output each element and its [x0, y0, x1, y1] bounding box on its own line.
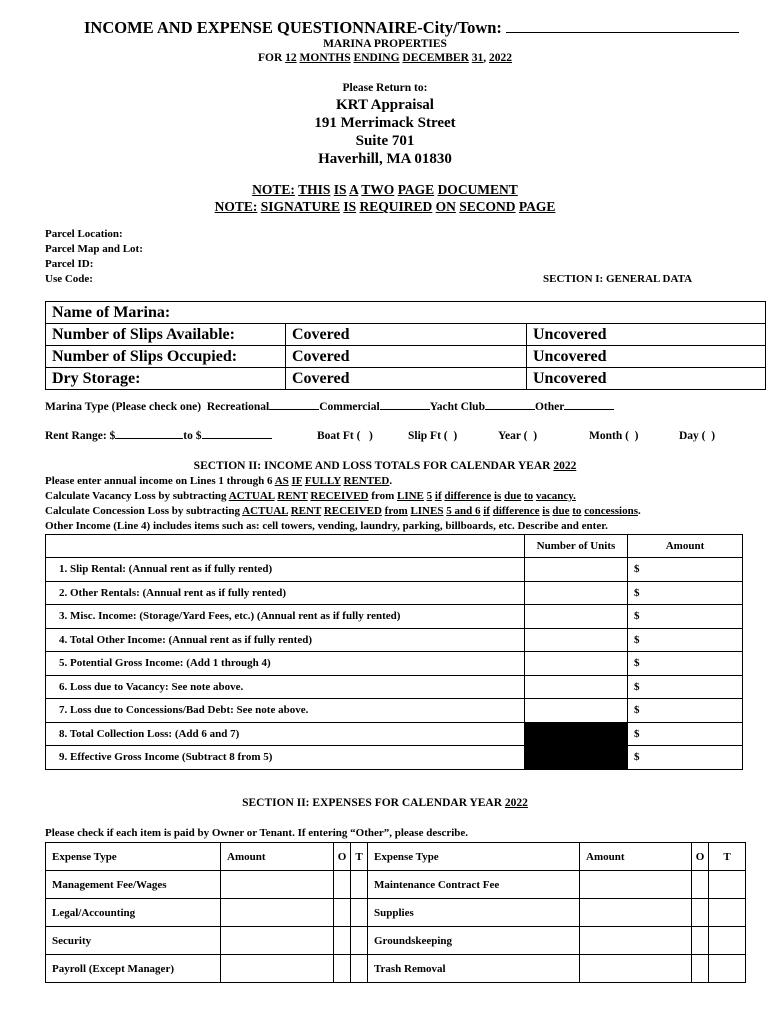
owner-check[interactable]: [334, 927, 351, 955]
form-title: [84, 18, 739, 38]
col-tenant: T: [709, 843, 746, 871]
marina-type-line: Marina Type (Please check one) Recreational Commercial Yacht Club Other: [45, 401, 614, 413]
rent-day[interactable]: Day ( ): [679, 430, 716, 442]
income-row: 1. Slip Rental: (Annual rent as if fully rented) $: [46, 558, 743, 582]
recreational-check[interactable]: [269, 409, 319, 410]
covered-field[interactable]: Covered: [286, 368, 527, 390]
amount-field[interactable]: $: [628, 699, 743, 723]
income-row: 7. Loss due to Concessions/Bad Debt: See note above. $: [46, 699, 743, 723]
owner-check[interactable]: [334, 955, 351, 983]
return-label: Please Return to:: [342, 82, 428, 94]
income-row: 2. Other Rentals: (Annual rent as if fully rented) $: [46, 581, 743, 605]
owner-check[interactable]: [692, 927, 709, 955]
section-1-title: SECTION I: GENERAL DATA: [543, 273, 693, 285]
units-field[interactable]: [525, 558, 628, 582]
amount-field[interactable]: $: [628, 746, 743, 770]
company-name: KRT Appraisal: [336, 97, 434, 113]
income-table: [45, 534, 743, 770]
income-row: 8. Total Collection Loss: (Add 6 and 7) $: [46, 722, 743, 746]
col-owner: O: [334, 843, 351, 871]
blocked-cell: [525, 722, 628, 746]
col-expense-type: Expense Type: [368, 843, 580, 871]
income-row: 4. Total Other Income: (Annual rent as if fully rented) $: [46, 628, 743, 652]
blocked-cell: [525, 746, 628, 770]
owner-check[interactable]: [692, 871, 709, 899]
instruction-line-1: Please enter annual income on Lines 1 through 6 AS IF FULLY RENTED.: [45, 475, 393, 487]
amount-field[interactable]: $: [628, 722, 743, 746]
instruction-line-3: Calculate Concession Loss by subtracting ACTUAL RENT RECEIVED from LINES 5 and 6 if difference is due to concessions.: [45, 505, 641, 517]
slips-available-row: Number of Slips Available: Covered Uncovered: [46, 324, 766, 346]
units-field[interactable]: [525, 605, 628, 629]
period-line: FOR 12 MONTHS ENDING DECEMBER 31, 2022: [258, 52, 512, 64]
amount-field[interactable]: [221, 899, 334, 927]
tenant-check[interactable]: [709, 927, 746, 955]
street-address: 191 Merrimack Street: [314, 115, 456, 131]
section-2-title: SECTION II: INCOME AND LOSS TOTALS FOR CALENDAR YEAR 2022: [193, 460, 577, 472]
covered-field[interactable]: Covered: [286, 324, 527, 346]
parcel-map-lot-label: Parcel Map and Lot:: [45, 243, 143, 255]
amount-field[interactable]: $: [628, 652, 743, 676]
dry-storage-row: Dry Storage: Covered Uncovered: [46, 368, 766, 390]
units-field[interactable]: [525, 652, 628, 676]
city-town-field[interactable]: [506, 32, 739, 33]
col-owner: O: [692, 843, 709, 871]
expense-row: Legal/Accounting Supplies: [46, 899, 746, 927]
amount-field[interactable]: [221, 871, 334, 899]
tenant-check[interactable]: [709, 899, 746, 927]
col-expense-type: Expense Type: [46, 843, 221, 871]
rent-slip-ft[interactable]: Slip Ft ( ): [408, 430, 458, 442]
tenant-check[interactable]: [709, 871, 746, 899]
amount-field[interactable]: [580, 927, 692, 955]
parcel-location-label: Parcel Location:: [45, 228, 123, 240]
rent-min-field[interactable]: [115, 438, 183, 439]
amount-field[interactable]: $: [628, 581, 743, 605]
units-field[interactable]: [525, 675, 628, 699]
col-amount: Amount: [221, 843, 334, 871]
expense-row: Payroll (Except Manager) Trash Removal: [46, 955, 746, 983]
rent-month[interactable]: Month ( ): [589, 430, 639, 442]
amount-field[interactable]: [221, 955, 334, 983]
amount-field[interactable]: $: [628, 628, 743, 652]
commercial-check[interactable]: [380, 409, 430, 410]
uncovered-field[interactable]: Uncovered: [527, 346, 766, 368]
tenant-check[interactable]: [351, 927, 368, 955]
yacht-club-check[interactable]: [485, 409, 535, 410]
col-amount: Amount: [628, 535, 743, 558]
rent-max-field[interactable]: [202, 438, 272, 439]
use-code-label: Use Code:: [45, 273, 93, 285]
income-row: 9. Effective Gross Income (Subtract 8 from 5) $: [46, 746, 743, 770]
rent-range-line: Rent Range: $ to $: [45, 430, 272, 442]
income-row: 5. Potential Gross Income: (Add 1 through 4) $: [46, 652, 743, 676]
units-field[interactable]: [525, 628, 628, 652]
expenses-table: [45, 842, 746, 983]
covered-field[interactable]: Covered: [286, 346, 527, 368]
amount-field[interactable]: [580, 871, 692, 899]
owner-check[interactable]: [692, 899, 709, 927]
col-tenant: T: [351, 843, 368, 871]
city-state-zip: Haverhill, MA 01830: [318, 151, 452, 167]
amount-field[interactable]: [221, 927, 334, 955]
units-field[interactable]: [525, 699, 628, 723]
note-signature: NOTE: SIGNATURE IS REQUIRED ON SECOND PAGE: [214, 199, 556, 214]
uncovered-field[interactable]: Uncovered: [527, 368, 766, 390]
income-row: 3. Misc. Income: (Storage/Yard Fees, etc.) (Annual rent as if fully rented) $: [46, 605, 743, 629]
general-data-table: [45, 301, 766, 390]
tenant-check[interactable]: [351, 899, 368, 927]
owner-check[interactable]: [334, 871, 351, 899]
expense-row: Management Fee/Wages Maintenance Contract Fee: [46, 871, 746, 899]
uncovered-field[interactable]: Uncovered: [527, 324, 766, 346]
amount-field[interactable]: $: [628, 558, 743, 582]
tenant-check[interactable]: [709, 955, 746, 983]
owner-check[interactable]: [692, 955, 709, 983]
instruction-line-2: Calculate Vacancy Loss by subtracting ACTUAL RENT RECEIVED from LINE 5 if difference is due to vacancy.: [45, 490, 576, 502]
other-check[interactable]: [564, 409, 614, 410]
col-number-of-units: Number of Units: [525, 535, 628, 558]
income-row: 6. Loss due to Vacancy: See note above. $: [46, 675, 743, 699]
rent-boat-ft[interactable]: Boat Ft ( ): [317, 430, 373, 442]
subtitle: MARINA PROPERTIES: [323, 38, 447, 50]
expenses-title: SECTION II: EXPENSES FOR CALENDAR YEAR 2022: [242, 797, 528, 809]
amount-field[interactable]: $: [628, 605, 743, 629]
instruction-line-4: Other Income (Line 4) includes items such as: cell towers, vending, laundry, parking, billboards, etc. Describe and enter.: [45, 520, 608, 532]
parcel-id-label: Parcel ID:: [45, 258, 94, 270]
amount-field[interactable]: $: [628, 675, 743, 699]
form-title-text: INCOME AND EXPENSE QUESTIONNAIRE-City/Town:: [84, 18, 502, 37]
units-field[interactable]: [525, 581, 628, 605]
rent-year[interactable]: Year ( ): [498, 430, 538, 442]
suite: Suite 701: [355, 133, 415, 149]
tenant-check[interactable]: [351, 955, 368, 983]
amount-field[interactable]: [580, 899, 692, 927]
col-amount: Amount: [580, 843, 692, 871]
marina-name-cell[interactable]: Name of Marina:: [46, 302, 766, 324]
slips-occupied-row: Number of Slips Occupied: Covered Uncovered: [46, 346, 766, 368]
expense-row: Security Groundskeeping: [46, 927, 746, 955]
note-two-page: NOTE: THIS IS A TWO PAGE DOCUMENT: [252, 182, 518, 197]
expenses-instruction: Please check if each item is paid by Owner or Tenant. If entering “Other”, please describe.: [45, 827, 469, 839]
tenant-check[interactable]: [351, 871, 368, 899]
amount-field[interactable]: [580, 955, 692, 983]
owner-check[interactable]: [334, 899, 351, 927]
